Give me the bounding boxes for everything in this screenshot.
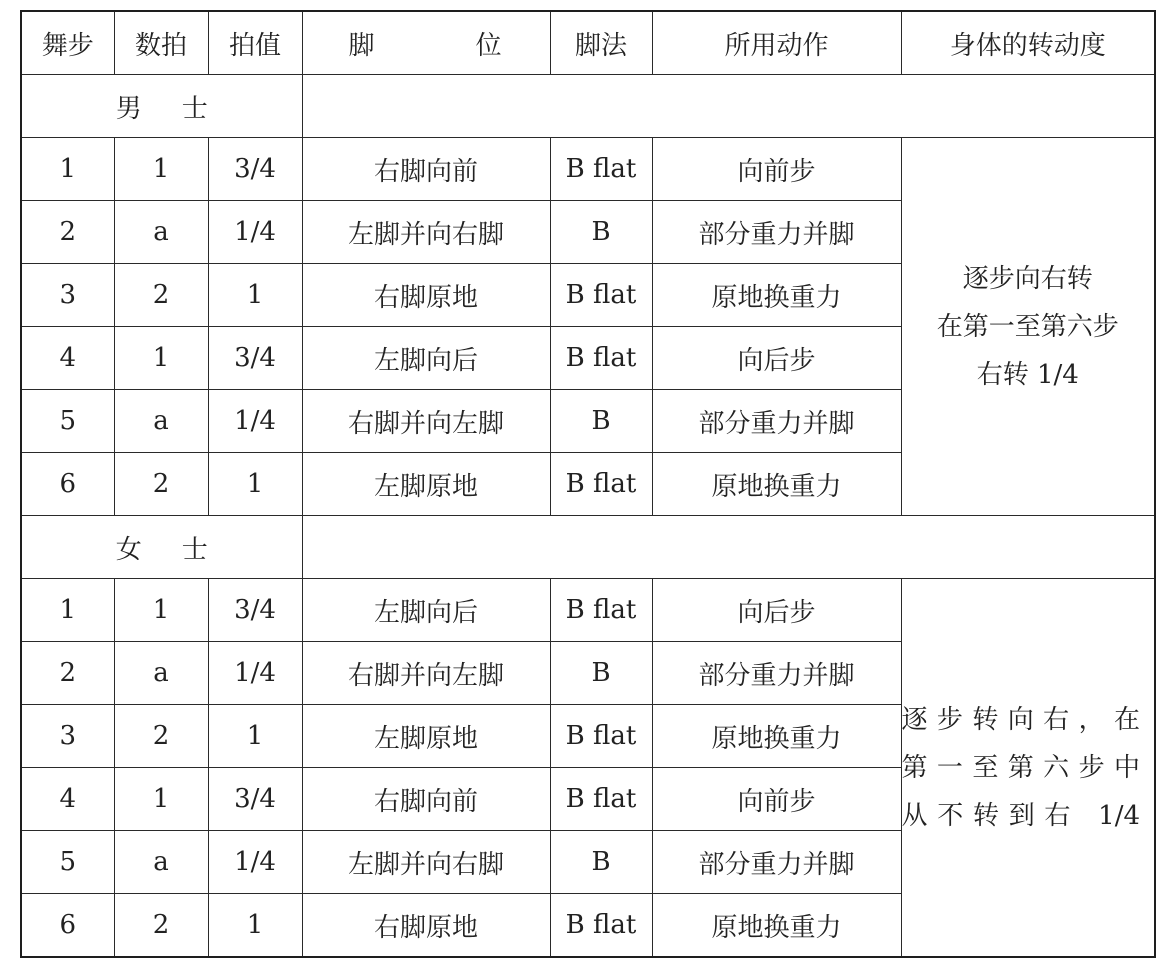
cell-position: 右脚原地 xyxy=(302,264,550,327)
cell-count: 2 xyxy=(114,453,208,516)
cell-beat: 1 xyxy=(208,264,302,327)
cell-count: 1 xyxy=(114,579,208,642)
cell-count: 1 xyxy=(114,138,208,201)
cell-action: 原地换重力 xyxy=(652,453,901,516)
cell-count: a xyxy=(114,642,208,705)
header-foot-position-b: 位 xyxy=(475,30,502,61)
cell-step: 1 xyxy=(21,579,114,642)
cell-step: 3 xyxy=(21,264,114,327)
header-beat-value: 拍值 xyxy=(208,11,302,75)
turn-women-line-2: 第一至第六步中 xyxy=(901,752,1140,783)
cell-footwork: B flat xyxy=(550,327,652,390)
cell-footwork: B xyxy=(550,642,652,705)
cell-action: 向后步 xyxy=(652,579,901,642)
cell-beat: 1 xyxy=(208,453,302,516)
cell-beat: 1 xyxy=(208,894,302,958)
cell-beat: 1/4 xyxy=(208,390,302,453)
cell-step: 4 xyxy=(21,327,114,390)
cell-footwork: B xyxy=(550,390,652,453)
cell-count: 1 xyxy=(114,327,208,390)
cell-position: 右脚向前 xyxy=(302,138,550,201)
header-foot-position xyxy=(302,11,550,75)
section-label-men-b: 士 xyxy=(181,93,208,124)
section-label-women-a: 女 xyxy=(115,534,142,565)
header-step: 舞步 xyxy=(21,11,114,75)
cell-step: 6 xyxy=(21,894,114,958)
turn-men-line-1: 逐步向右转 xyxy=(962,263,1093,294)
cell-step: 4 xyxy=(21,768,114,831)
cell-count: a xyxy=(114,831,208,894)
cell-footwork: B flat xyxy=(550,768,652,831)
cell-position: 左脚原地 xyxy=(302,453,550,516)
cell-position: 左脚向后 xyxy=(302,579,550,642)
cell-footwork: B flat xyxy=(550,264,652,327)
turn-women-line-1: 逐步转向右，在 xyxy=(901,704,1140,735)
cell-position: 右脚向前 xyxy=(302,768,550,831)
cell-action: 部分重力并脚 xyxy=(652,642,901,705)
header-action: 所用动作 xyxy=(652,11,901,75)
cell-footwork: B flat xyxy=(550,579,652,642)
section-label-men-a: 男 xyxy=(115,93,142,124)
cell-turn-women xyxy=(901,579,1155,958)
cell-step: 1 xyxy=(21,138,114,201)
cell-count: 1 xyxy=(114,768,208,831)
cell-position: 右脚并向左脚 xyxy=(302,642,550,705)
turn-women-line-3: 从不转到右 1/4 xyxy=(901,800,1140,831)
cell-position: 右脚原地 xyxy=(302,894,550,958)
cell-count: 2 xyxy=(114,264,208,327)
header-turn: 身体的转动度 xyxy=(901,11,1155,75)
cell-position: 左脚并向右脚 xyxy=(302,201,550,264)
section-label-women-b: 士 xyxy=(181,534,208,565)
section-label-women xyxy=(21,516,302,579)
cell-beat: 3/4 xyxy=(208,579,302,642)
cell-step: 5 xyxy=(21,390,114,453)
cell-beat: 1 xyxy=(208,705,302,768)
cell-action: 向前步 xyxy=(652,768,901,831)
cell-count: a xyxy=(114,201,208,264)
cell-footwork: B flat xyxy=(550,705,652,768)
table-row xyxy=(21,579,1155,642)
header-foot-position-a: 脚 xyxy=(348,30,375,61)
cell-action: 向后步 xyxy=(652,327,901,390)
cell-step: 2 xyxy=(21,642,114,705)
cell-footwork: B flat xyxy=(550,138,652,201)
cell-footwork: B flat xyxy=(550,894,652,958)
cell-count: 2 xyxy=(114,705,208,768)
cell-position: 左脚并向右脚 xyxy=(302,831,550,894)
header-count: 数拍 xyxy=(114,11,208,75)
cell-footwork: B flat xyxy=(550,453,652,516)
cell-action: 原地换重力 xyxy=(652,894,901,958)
section-row-men xyxy=(21,75,1155,138)
cell-action: 原地换重力 xyxy=(652,705,901,768)
cell-step: 2 xyxy=(21,201,114,264)
cell-count: a xyxy=(114,390,208,453)
section-blank-men xyxy=(302,75,1155,138)
section-label-men xyxy=(21,75,302,138)
cell-action: 部分重力并脚 xyxy=(652,201,901,264)
cell-turn-men xyxy=(901,138,1155,516)
dance-steps-table xyxy=(20,10,1156,958)
cell-beat: 3/4 xyxy=(208,138,302,201)
turn-men-line-2: 在第一至第六步 xyxy=(936,311,1119,342)
cell-beat: 1/4 xyxy=(208,201,302,264)
cell-action: 部分重力并脚 xyxy=(652,390,901,453)
cell-position: 左脚原地 xyxy=(302,705,550,768)
section-row-women xyxy=(21,516,1155,579)
cell-action: 向前步 xyxy=(652,138,901,201)
cell-position: 左脚向后 xyxy=(302,327,550,390)
cell-step: 6 xyxy=(21,453,114,516)
cell-position: 右脚并向左脚 xyxy=(302,390,550,453)
cell-footwork: B xyxy=(550,831,652,894)
cell-action: 原地换重力 xyxy=(652,264,901,327)
cell-beat: 3/4 xyxy=(208,327,302,390)
header-footwork: 脚法 xyxy=(550,11,652,75)
section-blank-women xyxy=(302,516,1155,579)
header-row xyxy=(21,11,1155,75)
cell-beat: 1/4 xyxy=(208,831,302,894)
cell-step: 5 xyxy=(21,831,114,894)
cell-footwork: B xyxy=(550,201,652,264)
cell-count: 2 xyxy=(114,894,208,958)
cell-beat: 3/4 xyxy=(208,768,302,831)
cell-step: 3 xyxy=(21,705,114,768)
cell-beat: 1/4 xyxy=(208,642,302,705)
turn-men-line-3: 右转 1/4 xyxy=(976,359,1079,390)
cell-action: 部分重力并脚 xyxy=(652,831,901,894)
table-row xyxy=(21,138,1155,201)
